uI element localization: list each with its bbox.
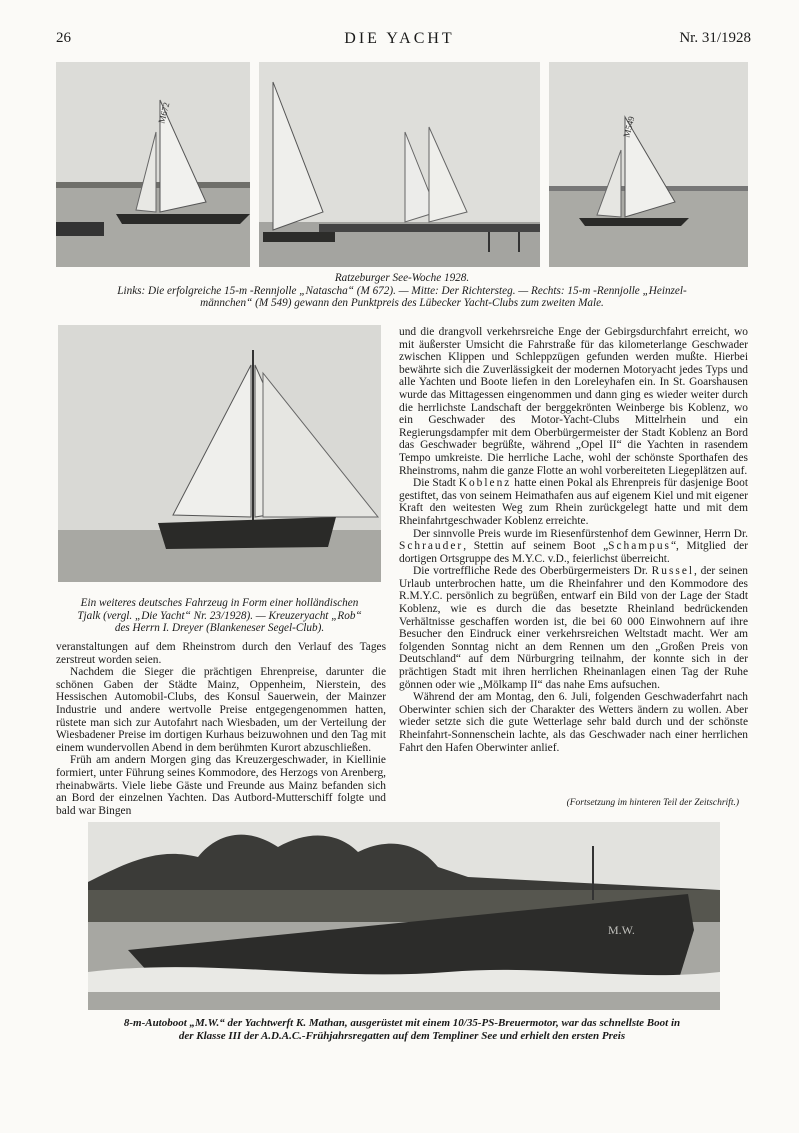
text-run: , der seinen Urlaub unterbrochen hatte, um die Rheinfahrer und den Kommodore des R.M.Y.C. persönlich zu begrüßen, entwarf ein Bild von der Lage der Stadt Koblenz, wie es durch die das besetzte Rheinland bedrückenden Verhältnisse geschaffen worden ist, die bei 60 000 Einwohnern auf ihre Besucher den Eindruck einer verkehrsreichen Weltstadt macht. Wer am folgenden Sonntag nicht an dem Rennen um den „Großen Preis von Deutschland“ auf dem Nürburgring teilnahm, der konnte sich in der prächtigen Stadt mit ihren herrlichen Rheinanlagen einen Tag der Ruhe gönnen oder wie „Mölkamp II“ das nahe Ems aufsuchen. [399,565,749,691]
left-column-text [56,641,386,817]
text-run: “, Mitglied der dortigen Ortsgruppe des M.Y.C. v.D., feierlichst überreicht. [399,540,748,565]
paragraph: Nachdem die Sieger die prächtigen Ehrenpreise, darunter die schönen Gaben der Städte Mainz, Oppenheim, Nierstein, des Hessischen Automobil-Clubs, des Konsul Sauerwein, der Mainzer Industrie und andere wertvolle Preise entgegengenommen hatten, rüstete man sich zur Autofahrt nach Wiesbaden, um der Verteilung der Wiesbadener Preise im dortigen Kurhaus beizuwohnen und den Tag mit einem wundervollen Abend in dem berühmten Kurort abzuschließen. [56,666,386,754]
text-run: , Stettin auf seinem Boot „ [463,540,609,553]
paragraph [399,528,748,566]
caption-line: Links: Die erfolgreiche 15-m -Rennjolle „Natascha“ (M 672). — Mitte: Der Richtersteg. — Rechts: 15-m -Rennjolle „Heinzel- [117,284,687,297]
text-run: Die vortreffliche Rede des Oberbürgermeisters Dr. [413,565,652,578]
paragraph [399,565,748,691]
bottom-photo-caption [56,1017,748,1042]
paragraph: Früh am andern Morgen ging das Kreuzergeschwader, in Kiellinie formiert, unter Führung seines Kommodore, des Herzogs von Arenberg, rheinabwärts. Viele liebe Gäste und Freunde aus Mainz befanden sich an Bord der einzelnen Yachten. Das Autbord-Mutterschiff folgte und bald war Bingen [56,754,386,817]
photo-natascha [56,62,250,267]
spaced-name: Schrauder [399,540,464,553]
page-number: 26 [56,30,71,46]
spaced-name: Schampus [608,540,671,553]
right-column-text [399,326,748,754]
text-run: hatte einen Pokal als Ehrenpreis für dasjenige Boot gestiftet, das von seinem Heimathafen aus auf eigenem Kiel und mit eigener Kraft den weitesten Weg zum Rhein zurückgelegt hatte und mit dem Rheinfahrtgeschwader Koblenz erreichte. [399,477,748,527]
caption-line: der Klasse III der A.D.A.C.-Frühjahrsregatten auf dem Templiner See und erhielt den ersten Preis [178,1029,626,1042]
caption-title: Ratzeburger See-Woche 1928. [334,272,470,284]
boat-mark: M.W. [608,923,635,937]
text-run: Die Stadt [413,477,459,490]
top-photo-caption [56,272,748,310]
paragraph: veranstaltungen auf dem Rheinstrom durch den Verlauf des Tages zerstreut worden seien. [56,641,386,666]
issue-number: Nr. 31/1928 [679,30,751,46]
text-run: Der sinnvolle Preis wurde im Riesenfürstenhof dem Gewinner, Herrn Dr. [413,527,748,540]
spaced-name: Koblenz [458,477,512,490]
photo-autoboot-mw [88,822,720,1010]
caption-line: männchen“ (M 549) gewann den Punktpreis des Lübecker Yacht-Clubs zum zweiten Male. [200,297,604,310]
caption-line: des Herrn I. Dreyer (Blankeneser Segel-Club). [114,622,325,635]
continuation-note: (Fortsetzung im hinteren Teil der Zeitschrift.) [566,798,739,808]
sail-mark-left: M672 [156,101,172,125]
photo-richtersteg [259,62,540,267]
caption-line: Tjalk (vergl. „Die Yacht“ Nr. 23/1928). — Kreuzeryacht „Rob“ [77,609,362,622]
photo-kreuzeryacht-rob [58,325,381,582]
paragraph: und die drangvoll verkehrsreiche Enge der Gebirgsdurchfahrt erreicht, wo mit äußerster Umsicht die Fahrstraße für das kilometerlange Geschwader zwischen Klippen und Schleppzügen gefunden werden mußte. Hierbei bewährte sich die Zuverlässigkeit der modernen Motoryacht jedes Typs und alle Yachten und Boote liefen in den Loreleyhafen ein. In St. Goarshausen wurde das Mittagessen eingenommen und dann ging es wieder weiter durch die herrlichste Landschaft der berggekrönten Weinberge bis Koblenz, wo ein Geschwader des Motor-Yacht-Clubs Mittelrhein und ein Regierungsdampfer mit dem Oberbürgermeister der Stadt Koblenz an Bord das Geschwader begrüßte, während „Opel II“ die Yachten in rasendem Tempo umkreiste. Die herrliche Lache, wohl der schönste Sporthafen des Rheinstroms, nahm die ganze Flotte an wohl vorbereiteten Liegeplätzen auf. [399,326,748,477]
caption-line: 8-m-Autoboot „M.W.“ der Yachtwerft K. Mathan, ausgerüstet mit einem 10/35-PS-Breuermotor, war das schnellste Boot in [123,1017,681,1029]
middle-photo-caption [54,597,385,635]
paragraph [399,477,748,527]
paragraph: Während der am Montag, den 6. Juli, folgenden Geschwaderfahrt nach Oberwinter schien sich der Charakter des Wetters ändern zu wollen. Aber wieder setzte sich die gute Wetterlage sehr bald durch und der schönste Rheinfahrt-Sonnenschein lachte, als das Geschwader nach einer herrlichen Fahrt den Hafen Oberwinter anlief. [399,691,748,754]
magazine-title: DIE YACHT [344,30,455,47]
caption-line: Ein weiteres deutsches Fahrzeug in Form einer holländischen [80,597,359,609]
spaced-name: Russel [651,565,695,578]
sail-mark-right: M549 [621,115,637,139]
photo-heinzelmaennchen [549,62,748,267]
